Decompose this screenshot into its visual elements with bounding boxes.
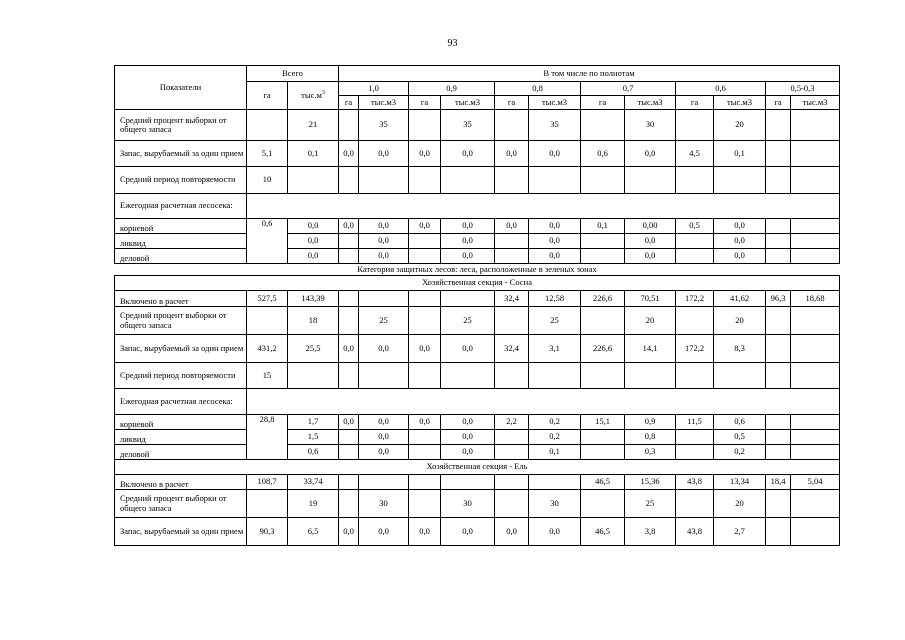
header-ha: га [495, 96, 529, 110]
cell [409, 445, 441, 460]
cell [339, 445, 359, 460]
cell: 20 [714, 490, 766, 518]
cell [441, 291, 495, 307]
table-row [115, 445, 840, 460]
cell: 21 [288, 110, 339, 141]
cell: 1,7 [288, 415, 339, 430]
cell [766, 307, 791, 335]
header-by-density: В том числе по полнотам [339, 66, 840, 82]
cell: 20 [714, 110, 766, 141]
cell [441, 167, 495, 194]
cell [359, 167, 409, 194]
cell [791, 430, 840, 445]
row-label: ликвид [115, 234, 247, 249]
row-label: Средний процент выборки от общего запаса [115, 307, 247, 335]
cell: 0,6 [714, 415, 766, 430]
cell [359, 291, 409, 307]
row-label: Запас, вырубаемый за один прием [115, 518, 247, 546]
cell [581, 430, 625, 445]
cell: 0,0 [441, 335, 495, 363]
cell: 0,0 [495, 219, 529, 234]
header-indicators: Показатели [115, 66, 247, 110]
cell: 0,0 [359, 518, 409, 546]
cell [581, 490, 625, 518]
cell: 0,0 [359, 335, 409, 363]
cell [791, 167, 840, 194]
cell: 32,4 [495, 291, 529, 307]
allowable-cut-table [114, 65, 840, 546]
table-row [115, 110, 840, 141]
cell: 5,1 [247, 141, 288, 167]
cell: 0,0 [339, 141, 359, 167]
cell [766, 249, 791, 264]
cell: 527,5 [247, 291, 288, 307]
cell: 0,0 [359, 430, 409, 445]
cell: 0,0 [409, 415, 441, 430]
table-row [115, 219, 840, 234]
cell: 0,8 [625, 430, 676, 445]
cell [441, 363, 495, 389]
cell: 0,5 [714, 430, 766, 445]
header-volume: тыс.м3 [359, 96, 409, 110]
row-label: Средний период повторяемости [115, 363, 247, 389]
cell [714, 363, 766, 389]
cell: 0,0 [339, 415, 359, 430]
cell: 0,2 [529, 415, 581, 430]
cell: 0,0 [359, 234, 409, 249]
cell: 25 [441, 307, 495, 335]
cell [339, 234, 359, 249]
cell: 11,5 [676, 415, 714, 430]
cell: 25 [359, 307, 409, 335]
cell [409, 234, 441, 249]
header-volume: тыс.м3 [791, 96, 840, 110]
cell [339, 490, 359, 518]
cell [409, 490, 441, 518]
section-title-spruce: Хозяйственная секция - Ель [115, 460, 840, 475]
table-row [115, 194, 840, 219]
cell [495, 445, 529, 460]
cell: 96,3 [766, 291, 791, 307]
cell: 15,36 [625, 475, 676, 490]
cell: 0,0 [441, 219, 495, 234]
header-volume: тыс.м3 [625, 96, 676, 110]
cell: 0,0 [288, 219, 339, 234]
cell: 25 [625, 490, 676, 518]
header-total-volume: $тыс.м^3$ [288, 82, 339, 110]
cell [339, 307, 359, 335]
row-label: Включено в расчет [115, 475, 247, 490]
table-row [115, 141, 840, 167]
cell: 3,1 [529, 335, 581, 363]
cell: 0,0 [359, 141, 409, 167]
cell: 0,0 [409, 518, 441, 546]
cell: 0,0 [339, 219, 359, 234]
cell: 0,0 [714, 234, 766, 249]
cell: 226,6 [581, 335, 625, 363]
cell [581, 167, 625, 194]
header-density-0-9: 0,9 [409, 82, 495, 96]
row-label: Средний процент выборки от общего запаса [115, 490, 247, 518]
cell [359, 475, 409, 490]
row-label: Ежегодная расчетная лесосека: [115, 194, 247, 219]
cell: 0,0 [529, 219, 581, 234]
cell: 70,51 [625, 291, 676, 307]
header-density-0-5-0-3: 0,5-0,3 [766, 82, 840, 96]
cell [676, 307, 714, 335]
cell [409, 307, 441, 335]
cell [247, 490, 288, 518]
header-density-0-7: 0,7 [581, 82, 676, 96]
cell [676, 249, 714, 264]
cell: 0,0 [359, 445, 409, 460]
cell: 25,5 [288, 335, 339, 363]
cell [766, 518, 791, 546]
cell [766, 167, 791, 194]
cell [581, 110, 625, 141]
row-label: деловой [115, 445, 247, 460]
cell [339, 363, 359, 389]
cell [676, 234, 714, 249]
table-row [115, 249, 840, 264]
cell: 0,0 [441, 415, 495, 430]
cell: 0,00 [625, 219, 676, 234]
cell: 0,2 [529, 430, 581, 445]
table-row [115, 430, 840, 445]
cell: 20 [625, 307, 676, 335]
cell: 172,2 [676, 335, 714, 363]
cell: 0,0 [441, 445, 495, 460]
cell [339, 167, 359, 194]
table-row [115, 234, 840, 249]
cell: 431,2 [247, 335, 288, 363]
cell [625, 363, 676, 389]
cell: 35 [529, 110, 581, 141]
cell: 0,0 [288, 234, 339, 249]
cell: 0,1 [529, 445, 581, 460]
header-ha: га [409, 96, 441, 110]
cell: 0,0 [359, 249, 409, 264]
table-row [115, 291, 840, 307]
cell [766, 110, 791, 141]
cell [791, 249, 840, 264]
cell [766, 445, 791, 460]
header-ha: га [766, 96, 791, 110]
cell: 0,0 [441, 234, 495, 249]
cell: 35 [359, 110, 409, 141]
cell: 0,0 [441, 430, 495, 445]
cell: 0,0 [529, 249, 581, 264]
table-row [115, 167, 840, 194]
cell [581, 234, 625, 249]
cell: 0,0 [339, 518, 359, 546]
cell: 30 [359, 490, 409, 518]
cell: 0,0 [714, 219, 766, 234]
cell [409, 291, 441, 307]
cell: 0,0 [529, 141, 581, 167]
header-ha: га [581, 96, 625, 110]
header-total-ha: га [247, 82, 288, 110]
header-density-1-0: 1,0 [339, 82, 409, 96]
cell: 15,1 [581, 415, 625, 430]
cell: 172,2 [676, 291, 714, 307]
cell [766, 430, 791, 445]
cell: 0,0 [409, 219, 441, 234]
cell: 0,0 [409, 141, 441, 167]
header-density-0-8: 0,8 [495, 82, 581, 96]
cell [791, 335, 840, 363]
cell: 6,5 [288, 518, 339, 546]
row-label: Запас, вырубаемый за один прием [115, 141, 247, 167]
cell [529, 363, 581, 389]
cell [409, 430, 441, 445]
cell [791, 490, 840, 518]
cell: 0,0 [625, 249, 676, 264]
row-label: деловой [115, 249, 247, 264]
cell [409, 363, 441, 389]
cell [791, 110, 840, 141]
cell: 0,1 [714, 141, 766, 167]
table-row [115, 307, 840, 335]
cell [676, 490, 714, 518]
cell: 0,0 [359, 219, 409, 234]
cell [495, 167, 529, 194]
cell: 0,6 [288, 445, 339, 460]
cell: 30 [625, 110, 676, 141]
cell [339, 430, 359, 445]
table-row [115, 490, 840, 518]
cell [495, 110, 529, 141]
cell [581, 363, 625, 389]
cell [495, 490, 529, 518]
cell: 0,6 [581, 141, 625, 167]
cell [288, 167, 339, 194]
cell [495, 475, 529, 490]
cell: 30 [529, 490, 581, 518]
cell: 18,68 [791, 291, 840, 307]
cell: 0,9 [625, 415, 676, 430]
cell [359, 363, 409, 389]
cell [625, 167, 676, 194]
cell: 0,0 [409, 335, 441, 363]
cell [339, 291, 359, 307]
cell: 90,3 [247, 518, 288, 546]
table-row [115, 389, 840, 415]
cell [766, 335, 791, 363]
page-number: 93 [447, 38, 458, 49]
cell [766, 141, 791, 167]
cell: 8,3 [714, 335, 766, 363]
cell: 33,74 [288, 475, 339, 490]
table-row [115, 475, 840, 490]
cell [441, 475, 495, 490]
cell: 0,0 [339, 335, 359, 363]
cell [766, 219, 791, 234]
cell: 0,0 [625, 234, 676, 249]
cell: 2,7 [714, 518, 766, 546]
cell: 14,1 [625, 335, 676, 363]
cell: 0,6 [247, 219, 288, 264]
cell: 0,0 [495, 518, 529, 546]
row-label: корневой [115, 415, 247, 430]
cell [766, 234, 791, 249]
cell: 43,8 [676, 518, 714, 546]
cell [339, 110, 359, 141]
cell [339, 475, 359, 490]
cell [495, 234, 529, 249]
cell: 25 [529, 307, 581, 335]
cell [529, 475, 581, 490]
row-label: Запас, вырубаемый за один прием [115, 335, 247, 363]
cell [409, 475, 441, 490]
row-label: Средний период повторяемости [115, 167, 247, 194]
cell: 46,5 [581, 518, 625, 546]
table-row [115, 518, 840, 546]
cell: 0,3 [625, 445, 676, 460]
empty-merged-cell [247, 389, 840, 415]
cell [791, 415, 840, 430]
cell [791, 141, 840, 167]
cell: 43,8 [676, 475, 714, 490]
cell: 0,0 [288, 249, 339, 264]
cell [581, 249, 625, 264]
cell [409, 249, 441, 264]
cell: 0,1 [581, 219, 625, 234]
cell: 0,0 [529, 234, 581, 249]
cell: 28,8 [247, 415, 288, 460]
cell [409, 167, 441, 194]
cell: 5,04 [791, 475, 840, 490]
cell: 0,0 [529, 518, 581, 546]
cell [288, 363, 339, 389]
cell: 2,2 [495, 415, 529, 430]
empty-merged-cell [247, 194, 840, 219]
cell [676, 445, 714, 460]
cell: 15 [247, 363, 288, 389]
cell: 0,1 [288, 141, 339, 167]
cell: 12,58 [529, 291, 581, 307]
cell [495, 430, 529, 445]
cell: 0,0 [441, 249, 495, 264]
table-row [115, 363, 840, 389]
cell [766, 363, 791, 389]
cell: 0,0 [495, 141, 529, 167]
cell: 4,5 [676, 141, 714, 167]
cell [791, 363, 840, 389]
cell [791, 234, 840, 249]
row-label: ликвид [115, 430, 247, 445]
cell [676, 363, 714, 389]
cell: 226,6 [581, 291, 625, 307]
cell: 30 [441, 490, 495, 518]
cell: 0,2 [714, 445, 766, 460]
cell [581, 445, 625, 460]
cell [766, 490, 791, 518]
row-label: Средний процент выборки от общего запаса [115, 110, 247, 141]
header-ha: га [676, 96, 714, 110]
cell: 108,7 [247, 475, 288, 490]
table-row [115, 415, 840, 430]
cell: 32,4 [495, 335, 529, 363]
table-row [115, 335, 840, 363]
cell: 41,62 [714, 291, 766, 307]
cell: 35 [441, 110, 495, 141]
cell [766, 415, 791, 430]
row-label: Ежегодная расчетная лесосека: [115, 389, 247, 415]
cell: 18,4 [766, 475, 791, 490]
cell: 0,0 [714, 249, 766, 264]
cell: 0,5 [676, 219, 714, 234]
cell: 0,0 [625, 141, 676, 167]
cell: 0,0 [359, 415, 409, 430]
cell: 3,8 [625, 518, 676, 546]
cell: 18 [288, 307, 339, 335]
cell: 0,0 [441, 141, 495, 167]
section-title-pine: Хозяйственная секция - Сосна [115, 276, 840, 291]
row-label: корневой [115, 219, 247, 234]
cell: 46,5 [581, 475, 625, 490]
cell [714, 167, 766, 194]
cell [791, 518, 840, 546]
header-volume: тыс.м3 [714, 96, 766, 110]
cell [581, 307, 625, 335]
header-volume: тыс.м3 [441, 96, 495, 110]
cell: 143,39 [288, 291, 339, 307]
row-label: Включено в расчет [115, 291, 247, 307]
cell: 13,34 [714, 475, 766, 490]
cell: 1,5 [288, 430, 339, 445]
cell [495, 249, 529, 264]
cell [676, 167, 714, 194]
cell [791, 219, 840, 234]
header-density-0-6: 0,6 [676, 82, 766, 96]
cell [247, 307, 288, 335]
category-title: Категория защитных лесов: леса, расположенные в зеленых зонах [115, 264, 840, 276]
cell [495, 363, 529, 389]
cell [529, 167, 581, 194]
cell [791, 445, 840, 460]
cell: 20 [714, 307, 766, 335]
header-ha: га [339, 96, 359, 110]
cell [676, 430, 714, 445]
header-volume: тыс.м3 [529, 96, 581, 110]
cell [676, 110, 714, 141]
cell: 10 [247, 167, 288, 194]
cell [339, 249, 359, 264]
cell: 19 [288, 490, 339, 518]
cell [247, 110, 288, 141]
cell: 0,0 [441, 518, 495, 546]
cell [495, 307, 529, 335]
header-total: Всего [247, 66, 339, 82]
cell [791, 307, 840, 335]
cell [409, 110, 441, 141]
